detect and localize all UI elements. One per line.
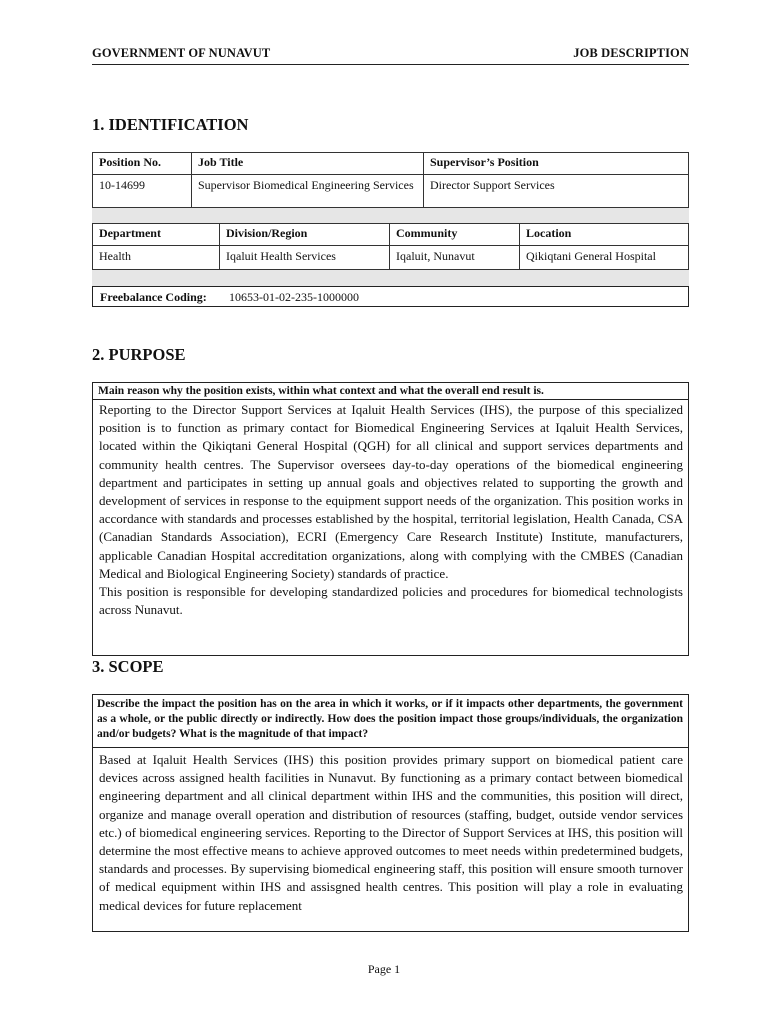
header-document-type: JOB DESCRIPTION <box>573 46 689 60</box>
community-label: Community <box>390 224 520 246</box>
identification-spacer <box>92 208 689 224</box>
section-purpose-title: 2. PURPOSE <box>92 345 186 364</box>
purpose-text: Reporting to the Director Support Services at Iqaluit Health Services (IHS), the purpose of this specialized position is to function as primary contact for Biomedical Engineering Services at Iqaluit Health Services, located within the Qikiqtani General Hospital (QGH) for all clinical and support services departments and community health centres. The Supervisor oversees day-to-day operations of the biomedical engineering department and participates in setting up annual goals and objectives related to supporting the growth and development of services in response to the equipment support needs of the organization. This position works in accordance with standards and processes established by the hospital, territorial legislation, Health Canada, CSA (Canadian Standards Association), ECRI (Emergency Care Research Institute) Institute, manufacturers, applicable Canadian Hospital accreditation organizations, along with complying with the CMBES (Canadian Medical and Biological Engineering Society) standards of practice. This position is responsible for developing standardized policies and procedures for biomedical technologists across Nunavut. <box>99 402 683 618</box>
purpose-divider <box>92 399 689 400</box>
supervisor-value: Director Support Services <box>424 175 689 208</box>
scope-divider <box>92 747 689 748</box>
supervisor-label: Supervisor’s Position <box>424 153 689 175</box>
freebalance-coding-label: Freebalance Coding: <box>100 290 207 304</box>
coding-spacer <box>92 270 689 286</box>
purpose-prompt: Main reason why the position exists, within what context and what the overall end result is. <box>98 385 544 397</box>
community-value: Iqaluit, Nunavut <box>390 246 520 270</box>
position-no-value: 10-14699 <box>93 175 192 208</box>
section-scope-title: 3. SCOPE <box>92 657 164 676</box>
division-label: Division/Region <box>220 224 390 246</box>
department-label: Department <box>93 224 220 246</box>
freebalance-coding-value: 10653-01-02-235-1000000 <box>229 290 359 304</box>
scope-text: Based at Iqaluit Health Services (IHS) this position provides primary support on biomedical patient care devices across assigned health facilities in Nunavut. By functioning as a primary contact between biomedical engineering department and all clinical department within IHS and the communities, this position will direct, organize and manage overall operation and distribution of resources (staffing, budget, outside vendor services etc.) of biomedical engineering services. Reporting to the Director of Support Services at IHS, this position will determine the most effective means to achieve approved outcomes to meet needs within predetermined budgets, standards and processes. By supervising biomedical engineering staff, this position will ensure smooth turnover of medical equipment within IHS and assisgned health centres. This position will play a role in evaluating medical devices for future replacement <box>99 752 683 913</box>
header-organization: GOVERNMENT OF NUNAVUT <box>92 46 271 60</box>
location-value: Qikiqtani General Hospital <box>520 246 689 270</box>
job-title-value: Supervisor Biomedical Engineering Services <box>192 175 424 208</box>
identification-table-row2 <box>92 223 689 270</box>
location-label: Location <box>520 224 689 246</box>
scope-prompt: Describe the impact the position has on the area in which it works, or if it impacts other departments, the government as a whole, or the public directly or indirectly. How does the position impact those groups/individuals, the organization and/or budgets? What is the magnitude of that impact? <box>97 698 683 740</box>
department-value: Health <box>93 246 220 270</box>
job-title-label: Job Title <box>192 153 424 175</box>
section-identification-title: 1. IDENTIFICATION <box>92 115 249 134</box>
division-value: Iqaluit Health Services <box>220 246 390 270</box>
page-number: Page 1 <box>367 962 401 976</box>
position-no-label: Position No. <box>93 153 192 175</box>
identification-table-row1 <box>92 152 689 208</box>
header-rule <box>92 64 689 65</box>
freebalance-coding-row <box>92 286 689 307</box>
